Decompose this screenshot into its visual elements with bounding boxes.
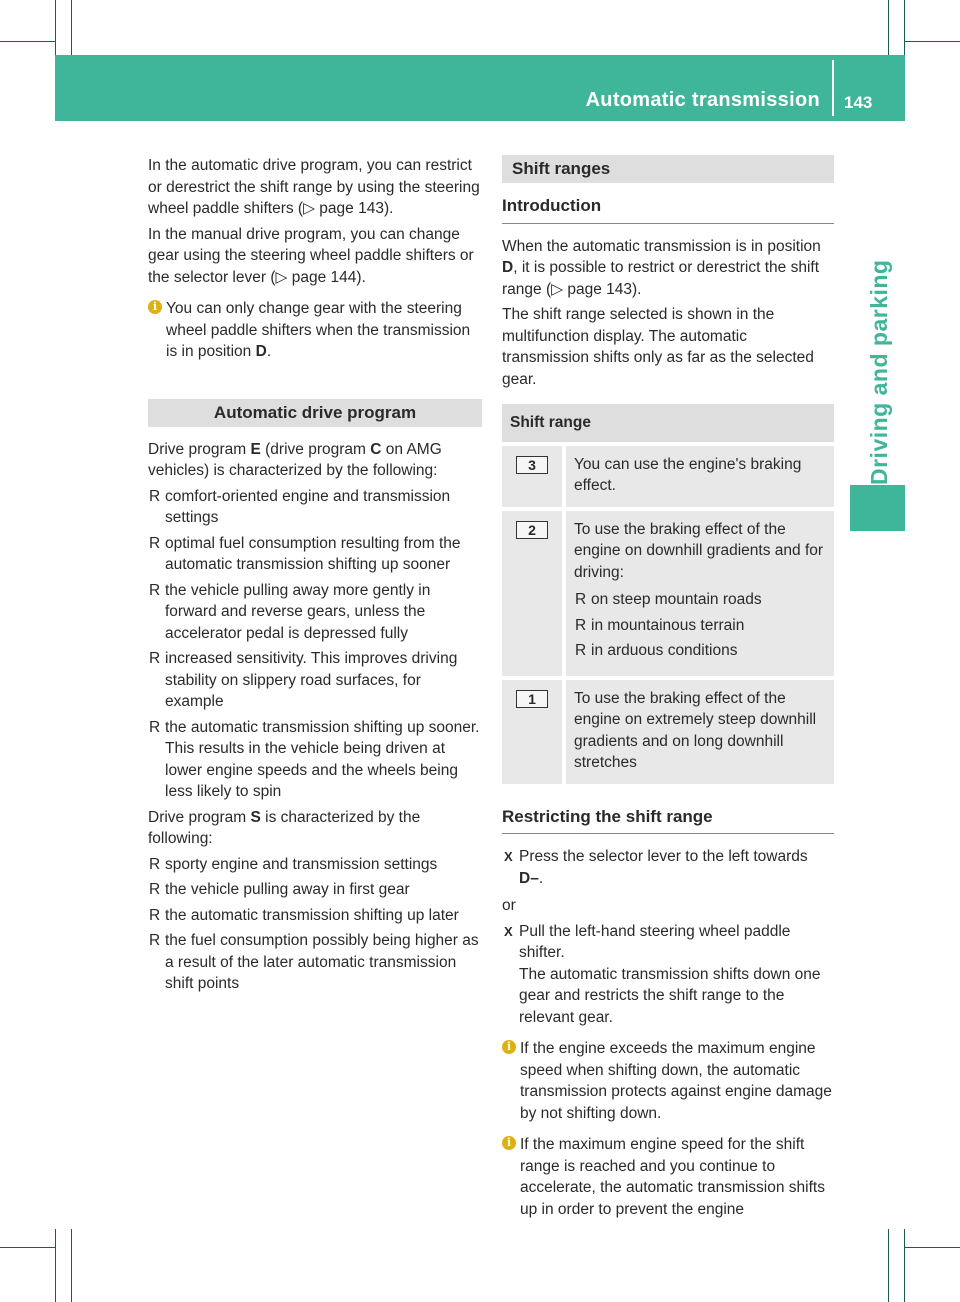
drive-e-paragraph: Drive program E (drive program C on AMG vehicles) is characterized by the following: [148, 440, 442, 479]
intro-paragraph: In the manual drive program, you can change gear using the steering wheel paddle shifters or the selector lever (▷ page 144). [148, 225, 474, 286]
intro-paragraph: The shift range selected is shown in the multifunction display. The automatic transmission shifts only as far as the selected gear. [502, 306, 814, 388]
header-divider [832, 60, 834, 116]
instruction-step: X Pull the left-hand steering wheel paddle shifter. The automatic transmission shifts down one gear and restricts the shift range to the relevant gear. [504, 922, 821, 1026]
crop-mark [55, 0, 56, 55]
bullet-icon: R [149, 581, 161, 599]
info-note [502, 1038, 834, 1124]
bullet-icon: R [149, 487, 161, 505]
subheading-restricting: Restricting the shift range [502, 806, 834, 835]
crop-mark [905, 41, 960, 42]
table-cell: To use the braking effect of the engine on extremely steep downhill gradients and on long downhill stretches [566, 680, 834, 784]
chapter-tab-marker [850, 485, 905, 531]
list-item: R the automatic transmission shifting up sooner. This results in the vehicle being driven at lower engine speeds and the wheels being less likely to spin [149, 718, 480, 800]
info-icon: i [502, 1136, 516, 1150]
info-text: If the engine exceeds the maximum engine speed when shifting down, the automatic transmission protects against engine damage by not shifting down. [520, 1040, 832, 1122]
list-item: R the automatic transmission shifting up later [148, 905, 482, 927]
bullet-icon: R [149, 650, 161, 667]
list-item: R on steep mountain roads [574, 589, 826, 611]
info-icon: i [502, 1040, 516, 1054]
drive-s-list [148, 854, 482, 995]
chapter-side-tab: Driving and parking [866, 259, 892, 485]
intro-paragraph: In the automatic drive program, you can restrict or derestrict the shift range by using the steering wheel paddle shifters (▷ page 143). [148, 157, 480, 217]
list-item: R in mountainous terrain [574, 615, 826, 637]
section-title-automatic-drive: Automatic drive program [148, 399, 482, 427]
drive-e-list [148, 486, 482, 803]
instruction-step: X Press the selector lever to the left towards D–. [504, 848, 808, 887]
bullet-icon: R [575, 642, 587, 659]
list-item: R the fuel consumption possibly being higher as a result of the later automatic transmission shift points [149, 932, 479, 992]
gear-1-key-icon: 1 [516, 690, 548, 708]
bullet-icon: R [575, 591, 587, 608]
right-column [502, 155, 834, 1228]
table-cell: To use the braking effect of the engine on downhill gradients and for driving: R on steep mountain roads R in mountainous terrain R in arduous conditions [566, 511, 834, 676]
table-row [502, 446, 834, 507]
table-header: Shift range [502, 404, 834, 442]
crop-mark [0, 1247, 55, 1248]
crop-mark [55, 1229, 56, 1302]
bullet-icon: R [575, 616, 587, 634]
crop-mark [904, 0, 905, 55]
crop-mark [888, 1229, 889, 1302]
bullet-icon: R [149, 881, 161, 898]
drive-s-paragraph: Drive program S is characterized by the following: [148, 808, 421, 847]
info-bold: D [255, 343, 267, 360]
list-item: R increased sensitivity. This improves driving stability on slippery road surfaces, for example [149, 650, 458, 710]
info-text: If the maximum engine speed for the shift range is reached and you continue to accelerate, the automatic transmission shifts up in order to prevent the engine [520, 1136, 825, 1218]
left-column [148, 155, 482, 999]
page-header-title: Automatic transmission [585, 89, 820, 111]
crop-mark [0, 41, 55, 42]
info-note [502, 1134, 834, 1220]
gear-3-key-icon: 3 [516, 456, 548, 474]
step-arrow-icon: X [504, 923, 513, 939]
crop-mark [71, 0, 72, 55]
list-item: R in arduous conditions [574, 640, 826, 662]
shift-range-table [502, 400, 834, 788]
bullet-icon: R [149, 932, 161, 949]
crop-mark [71, 1229, 72, 1302]
or-text: or [502, 897, 516, 914]
table-cell: You can use the engine's braking effect. [566, 446, 834, 507]
section-title-shift-ranges: Shift ranges [502, 155, 834, 183]
table-row [502, 680, 834, 784]
bullet-icon: R [149, 534, 161, 552]
info-text: You can only change gear with the steering wheel paddle shifters when the transmission is in position [166, 300, 471, 360]
crop-mark [905, 1247, 960, 1248]
gear-2-key-icon: 2 [516, 521, 548, 539]
crop-mark [904, 1229, 905, 1302]
info-note [148, 298, 482, 363]
bullet-icon: R [149, 906, 161, 924]
crop-mark [888, 0, 889, 55]
list-item: R optimal fuel consumption resulting from the automatic transmission shifting up sooner [149, 534, 461, 573]
step-arrow-icon: X [504, 849, 513, 864]
intro-paragraph: When the automatic transmission is in position D, it is possible to restrict or derestrict the shift range (▷ page 143). [502, 237, 821, 298]
page-number: 143 [844, 93, 873, 112]
list-item: R the vehicle pulling away in first gear [148, 879, 482, 901]
info-text: . [266, 343, 272, 360]
list-item: R comfort-oriented engine and transmission settings [149, 487, 451, 526]
list-item: R the vehicle pulling away more gently in forward and reverse gears, unless the accelerator pedal is depressed fully [149, 581, 431, 642]
table-row [502, 511, 834, 676]
bullet-icon: R [149, 718, 161, 736]
list-item: R sporty engine and transmission settings [148, 854, 482, 876]
bullet-icon: R [149, 855, 161, 873]
subheading-introduction: Introduction [502, 195, 834, 224]
info-icon: i [148, 300, 162, 314]
